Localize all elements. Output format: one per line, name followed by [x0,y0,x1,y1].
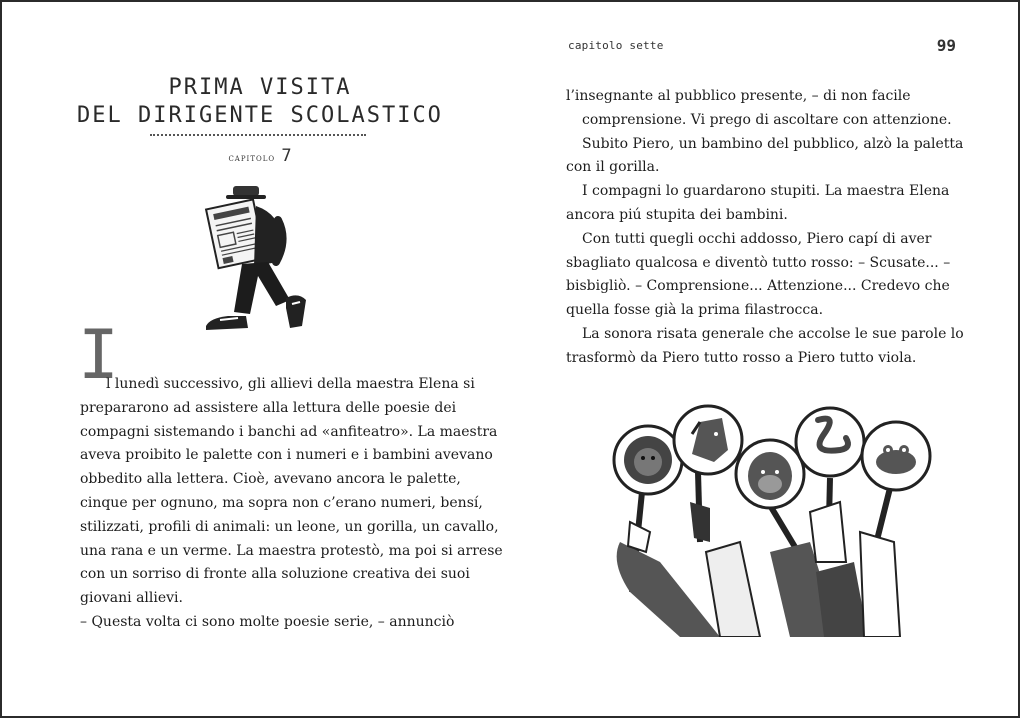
worm-paddle-icon [796,408,864,476]
text-line: trasformò da Piero tutto rosso a Piero tutto viola. [566,349,917,366]
left-page-body [80,373,503,635]
text-line: compagni sistemando i banchi ad «anfiteatro». La maestra [80,423,498,440]
man-with-newspaper-illustration [190,180,320,350]
chapter-label-text: capitolo [228,153,276,164]
dotted-divider [150,134,366,136]
text-line: Subito Piero, un bambino del pubblico, alzò la paletta [582,135,964,152]
text-line: ancora piú stupita dei bambini. [566,206,788,223]
chapter-title [60,74,460,130]
text-line: una rana e un verme. La maestra protestò, ma poi si arrese [80,542,503,559]
text-line: cinque per ognuno, ma sopra non c’erano numeri, bensí, [80,494,483,511]
text-line: Con tutti quegli occhi addosso, Piero capí di aver [582,230,932,247]
text-line: con il gorilla. [566,159,660,176]
frog-paddle-icon [862,422,930,490]
text-line: stilizzati, profili di animali: un leone, un gorilla, un cavallo, [80,518,499,535]
text-line: bisbigliò. – Comprensione... Attenzione... Credevo che [566,278,950,295]
text-line: La sonora risata generale che accolse le sue parole lo [582,325,964,342]
text-line: con un sorriso di fronte alla soluzione creativa dei suoi [80,566,470,583]
left-page [0,0,510,714]
lion-paddle-icon [614,426,682,494]
text-line: comprensione. Vi prego di ascoltare con attenzione. [582,111,952,128]
page-number: 99 [936,36,956,55]
text-line: aveva proibito le palette con i numeri e i bambini avevano [80,447,493,464]
gorilla-paddle-icon [736,440,804,508]
right-page-body [566,85,966,371]
text-line: prepararono ad assistere alla lettura delle poesie dei [80,399,457,416]
running-head: capitolo sette [568,39,664,52]
chapter-number: 7 [281,146,292,166]
text-line: l’insegnante al pubblico presente, – di non facile [566,88,911,104]
chapter-title-line2: DEL DIRIGENTE SCOLASTICO [77,103,443,128]
text-line: obbedito alla lettera. Cioè, avevano ancora le palette, [80,471,461,488]
text-line: sbagliato qualcosa e diventò tutto rosso: – Scusate... – [566,254,951,271]
horse-paddle-icon [674,406,742,474]
text-line: giovani allievi. [80,590,183,607]
right-page [510,0,1016,714]
text-line: quella fosse già la prima filastrocca. [566,302,824,319]
animal-paddles-illustration [610,392,950,637]
text-line: – Questa volta ci sono molte poesie serie, – annunciò [80,613,455,630]
drop-cap: I [78,316,119,395]
chapter-label [200,146,320,166]
chapter-title-line1: PRIMA VISITA [168,75,352,100]
text-line: l lunedì successivo, gli allievi della maestra Elena si [106,376,475,392]
text-line: I compagni lo guardarono stupiti. La maestra Elena [582,183,950,200]
